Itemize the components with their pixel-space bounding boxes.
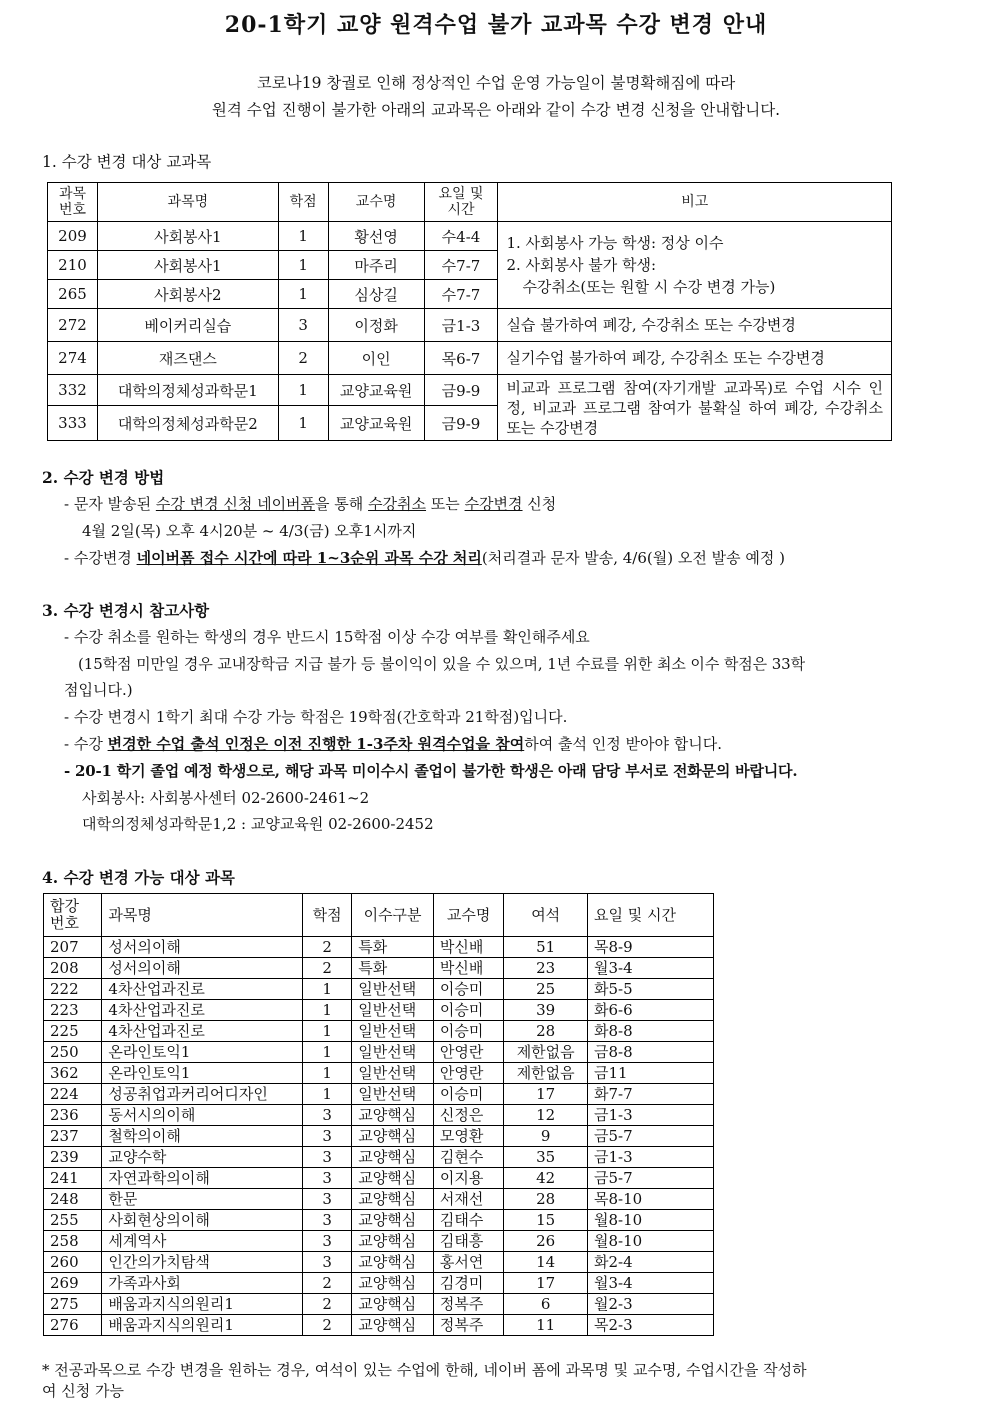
text: 또는 — [426, 495, 465, 513]
cell: 김현수 — [433, 1147, 504, 1168]
cell: 42 — [504, 1168, 588, 1189]
cell: 28 — [504, 1189, 588, 1210]
cell: 교양핵심 — [352, 1315, 434, 1336]
cell: 금1-3 — [587, 1147, 713, 1168]
text: 수강변경 — [464, 495, 523, 513]
cell: 세계역사 — [102, 1231, 302, 1252]
col-header-note: 비고 — [498, 183, 892, 222]
page-title: 20-1학기 교양 원격수업 불가 교과목 수강 변경 안내 — [224, 12, 768, 38]
cell: 274 — [48, 342, 98, 375]
cell: 교양수학 — [102, 1147, 302, 1168]
cell: 박신배 — [433, 937, 504, 958]
cell: 4차산업과진로 — [102, 1000, 302, 1021]
cell: 일반선택 — [352, 1063, 434, 1084]
note-bakery: 실습 불가하여 폐강, 수강취소 또는 수강변경 — [498, 309, 892, 342]
text: - 수강 — [64, 735, 108, 753]
cell: 3 — [302, 1189, 351, 1210]
footnote-line-1: * 전공과목으로 수강 변경을 원하는 경우, 여석이 있는 수업에 한해, 네이버 폼에 과목명 및 교수명, 수업시간을 작성하 — [42, 1361, 807, 1379]
cell: 신정은 — [433, 1105, 504, 1126]
contact-social-service: 사회봉사: 사회봉사센터 02-2600-2461~2 — [82, 789, 370, 807]
cell: 9 — [504, 1126, 588, 1147]
cell: 35 — [504, 1147, 588, 1168]
cell: 275 — [44, 1294, 102, 1315]
available-courses-table — [43, 893, 714, 1336]
col-header-name: 과목명 — [102, 894, 302, 937]
table-row — [48, 309, 892, 342]
cell: 이승미 — [433, 1021, 504, 1042]
cell: 수7-7 — [424, 280, 498, 309]
cell: 39 — [504, 1000, 588, 1021]
cell: 금8-8 — [587, 1042, 713, 1063]
cell: 11 — [504, 1315, 588, 1336]
note-line: 수강취소(또는 원할 시 수강 변경 가능) — [522, 278, 776, 296]
cell: 교양핵심 — [352, 1105, 434, 1126]
cell: 교양핵심 — [352, 1294, 434, 1315]
cell: 금9-9 — [424, 406, 498, 441]
cell: 4차산업과진로 — [102, 979, 302, 1000]
cell: 이지용 — [433, 1168, 504, 1189]
section-3-bullet-1-cont: (15학점 미만일 경우 교내장학금 지급 불가 등 불이익이 있을 수 있으며, 1년 수료를 위한 최소 이수 학점은 33학 — [78, 655, 805, 673]
cell: 12 — [504, 1105, 588, 1126]
text: (처리결과 문자 발송, 4/6(월) 오전 발송 예정 ) — [481, 549, 785, 567]
cell: 3 — [302, 1126, 351, 1147]
cell: 성서의이해 — [102, 937, 302, 958]
table-row — [44, 1084, 714, 1105]
cell: 15 — [504, 1210, 588, 1231]
cell: 특화 — [352, 937, 434, 958]
cell: 대학의정체성과학문2 — [97, 406, 278, 441]
cell: 월3-4 — [587, 958, 713, 979]
table-row — [44, 1231, 714, 1252]
cell: 홍서연 — [433, 1252, 504, 1273]
cell: 14 — [504, 1252, 588, 1273]
cell: 2 — [302, 937, 351, 958]
cell: 이인 — [328, 342, 424, 375]
note-line: 2. 사회봉사 불가 학생: — [506, 256, 657, 274]
cell: 안영란 — [433, 1063, 504, 1084]
cell: 목8-9 — [587, 937, 713, 958]
cell: 1 — [278, 222, 328, 251]
text: 수강 변경 신청 네이버폼 — [155, 495, 316, 513]
section-3-bullet-3 — [64, 733, 722, 754]
cell: 이승미 — [433, 1084, 504, 1105]
cell: 월8-10 — [587, 1231, 713, 1252]
table-row — [44, 1189, 714, 1210]
table-row — [44, 1000, 714, 1021]
cell: 269 — [44, 1273, 102, 1294]
cell: 333 — [48, 406, 98, 441]
cell: 교양핵심 — [352, 1273, 434, 1294]
cell: 1 — [302, 1000, 351, 1021]
cell: 1 — [278, 375, 328, 406]
cell: 화7-7 — [587, 1084, 713, 1105]
table-row — [44, 1021, 714, 1042]
col-header-professor: 교수명 — [328, 183, 424, 222]
cell: 재즈댄스 — [97, 342, 278, 375]
table-row — [44, 1063, 714, 1084]
cell: 화2-4 — [587, 1252, 713, 1273]
cell: 일반선택 — [352, 1021, 434, 1042]
cell: 화6-6 — [587, 1000, 713, 1021]
cell: 236 — [44, 1105, 102, 1126]
cell: 일반선택 — [352, 1000, 434, 1021]
cell: 월3-4 — [587, 1273, 713, 1294]
table-row — [48, 342, 892, 375]
col-header-time: 요일 및 시간 — [587, 894, 713, 937]
cell: 제한없음 — [504, 1042, 588, 1063]
cell: 224 — [44, 1084, 102, 1105]
text: 네이버폼 접수 시간에 따라 1~3순위 과목 수강 처리 — [136, 549, 482, 567]
cell: 3 — [278, 309, 328, 342]
col-header-name: 과목명 — [97, 183, 278, 222]
section-3-bullet-4: - 20-1 학기 졸업 예정 학생으로, 해당 과목 미이수시 졸업이 불가한 학생은 아래 담당 부서로 전화문의 바랍니다. — [64, 762, 798, 780]
cell: 교양핵심 — [352, 1168, 434, 1189]
cell: 이승미 — [433, 1000, 504, 1021]
cell: 3 — [302, 1105, 351, 1126]
cell: 223 — [44, 1000, 102, 1021]
cell: 온라인토익1 — [102, 1063, 302, 1084]
cell: 사회봉사1 — [97, 251, 278, 280]
table-row — [44, 1294, 714, 1315]
cell: 목6-7 — [424, 342, 498, 375]
cell: 정복주 — [433, 1294, 504, 1315]
col-header-seats: 여석 — [504, 894, 588, 937]
text: 신청 — [522, 495, 557, 513]
table-row — [44, 1147, 714, 1168]
cell: 2 — [302, 958, 351, 979]
cell: 208 — [44, 958, 102, 979]
cell: 255 — [44, 1210, 102, 1231]
cell: 사회봉사2 — [97, 280, 278, 309]
col-header-time: 요일 및 시간 — [424, 183, 498, 222]
cell: 210 — [48, 251, 98, 280]
cell: 교양핵심 — [352, 1210, 434, 1231]
cell: 특화 — [352, 958, 434, 979]
table-row — [48, 222, 892, 251]
note-jazz-dance: 실기수업 불가하여 폐강, 수강취소 또는 수강변경 — [498, 342, 892, 375]
footnote — [42, 1360, 952, 1402]
cell: 한문 — [102, 1189, 302, 1210]
cell: 3 — [302, 1168, 351, 1189]
footnote-line-2: 여 신청 가능 — [42, 1382, 124, 1400]
note-line: 1. 사회봉사 가능 학생: 정상 이수 — [506, 234, 724, 252]
cell: 일반선택 — [352, 1084, 434, 1105]
cell: 금9-9 — [424, 375, 498, 406]
cell: 가족과사회 — [102, 1273, 302, 1294]
table-row — [44, 1042, 714, 1063]
cell: 1 — [302, 1063, 351, 1084]
section-3-bullet-2: - 수강 변경시 1학기 최대 수강 가능 학점은 19학점(간호학과 21학점)입니다. — [64, 708, 568, 726]
section-4-heading: 4. 수강 변경 가능 대상 과목 — [42, 868, 235, 887]
cell: 목8-10 — [587, 1189, 713, 1210]
text: - 문자 발송된 — [64, 495, 156, 513]
cell: 배움과지식의원리1 — [102, 1294, 302, 1315]
cell: 6 — [504, 1294, 588, 1315]
cell: 2 — [302, 1294, 351, 1315]
cell: 일반선택 — [352, 1042, 434, 1063]
cell: 260 — [44, 1252, 102, 1273]
cell: 교양교육원 — [328, 375, 424, 406]
cell: 1 — [278, 251, 328, 280]
cell: 금5-7 — [587, 1168, 713, 1189]
target-courses-table — [47, 182, 892, 441]
table-row — [44, 1210, 714, 1231]
table-row — [44, 937, 714, 958]
cell: 제한없음 — [504, 1063, 588, 1084]
cell: 금1-3 — [424, 309, 498, 342]
contact-general-education: 대학의정체성과학문1,2 : 교양교육원 02-2600-2452 — [82, 815, 434, 833]
table-row — [44, 979, 714, 1000]
cell: 1 — [302, 1042, 351, 1063]
cell: 황선영 — [328, 222, 424, 251]
cell: 28 — [504, 1021, 588, 1042]
cell: 1 — [278, 406, 328, 441]
section-3-heading: 3. 수강 변경시 참고사항 — [42, 601, 210, 620]
cell: 207 — [44, 937, 102, 958]
cell: 교양핵심 — [352, 1231, 434, 1252]
cell: 3 — [302, 1252, 351, 1273]
cell: 베이커리실습 — [97, 309, 278, 342]
cell: 모영환 — [433, 1126, 504, 1147]
cell: 화5-5 — [587, 979, 713, 1000]
cell: 1 — [302, 1084, 351, 1105]
cell: 교양교육원 — [328, 406, 424, 441]
section-2-heading: 2. 수강 변경 방법 — [42, 468, 165, 487]
cell: 3 — [302, 1147, 351, 1168]
cell: 사회봉사1 — [97, 222, 278, 251]
cell: 332 — [48, 375, 98, 406]
cell: 자연과학의이해 — [102, 1168, 302, 1189]
section-2-bullet-1 — [64, 493, 556, 514]
intro-line-2: 원격 수업 진행이 불가한 아래의 교과목은 아래와 같이 수강 변경 신청을 안내합니다. — [211, 101, 781, 119]
text: 을 통해 — [315, 495, 369, 513]
note-identity: 비교과 프로그램 참여(자기개발 교과목)로 수업 시수 인정, 비교과 프로그램 참여가 불확실 하여 폐강, 수강취소 또는 수강변경 — [498, 375, 892, 441]
cell: 철학의이해 — [102, 1126, 302, 1147]
table-row — [48, 375, 892, 406]
cell: 일반선택 — [352, 979, 434, 1000]
section-3-bullet-1: - 수강 취소를 원하는 학생의 경우 반드시 15학점 이상 수강 여부를 확인해주세요 — [64, 628, 590, 646]
cell: 237 — [44, 1126, 102, 1147]
section-2-period: 4월 2일(목) 오후 4시20분 ~ 4/3(금) 오후1시까지 — [82, 522, 417, 540]
cell: 3 — [302, 1210, 351, 1231]
intro-line-1: 코로나19 창궐로 인해 정상적인 수업 운영 가능일이 불명확해짐에 따라 — [256, 74, 736, 92]
cell: 이정화 — [328, 309, 424, 342]
cell: 금11 — [587, 1063, 713, 1084]
cell: 김경미 — [433, 1273, 504, 1294]
cell: 225 — [44, 1021, 102, 1042]
cell: 1 — [302, 979, 351, 1000]
cell: 온라인토익1 — [102, 1042, 302, 1063]
text: 수강취소 — [368, 495, 427, 513]
cell: 화8-8 — [587, 1021, 713, 1042]
table-row — [44, 1105, 714, 1126]
cell: 272 — [48, 309, 98, 342]
cell: 김태수 — [433, 1210, 504, 1231]
col-header-category: 이수구분 — [352, 894, 434, 937]
cell: 월8-10 — [587, 1210, 713, 1231]
cell: 258 — [44, 1231, 102, 1252]
cell: 대학의정체성과학문1 — [97, 375, 278, 406]
col-header-credit: 학점 — [278, 183, 328, 222]
cell: 250 — [44, 1042, 102, 1063]
cell: 성서의이해 — [102, 958, 302, 979]
table-row — [44, 1315, 714, 1336]
cell: 교양핵심 — [352, 1147, 434, 1168]
cell: 265 — [48, 280, 98, 309]
cell: 수7-7 — [424, 251, 498, 280]
cell: 1 — [302, 1021, 351, 1042]
cell: 2 — [302, 1273, 351, 1294]
intro-text — [0, 70, 992, 124]
cell: 마주리 — [328, 251, 424, 280]
cell: 25 — [504, 979, 588, 1000]
col-header-credit: 학점 — [302, 894, 351, 937]
text: 하여 출석 인정 받아야 합니다. — [524, 735, 722, 753]
table-row — [44, 1126, 714, 1147]
cell: 배움과지식의원리1 — [102, 1315, 302, 1336]
col-header-professor: 교수명 — [433, 894, 504, 937]
cell: 금5-7 — [587, 1126, 713, 1147]
cell: 수4-4 — [424, 222, 498, 251]
table-header-row — [48, 183, 892, 222]
cell: 2 — [302, 1315, 351, 1336]
cell: 17 — [504, 1273, 588, 1294]
cell: 3 — [302, 1231, 351, 1252]
cell: 1 — [278, 280, 328, 309]
cell: 김태흥 — [433, 1231, 504, 1252]
cell: 동서시의이해 — [102, 1105, 302, 1126]
cell: 51 — [504, 937, 588, 958]
cell: 서재선 — [433, 1189, 504, 1210]
cell: 2 — [278, 342, 328, 375]
section-1-heading: 1. 수강 변경 대상 교과목 — [42, 153, 212, 171]
cell: 심상길 — [328, 280, 424, 309]
cell: 이승미 — [433, 979, 504, 1000]
text: 변경한 수업 출석 인정은 이전 진행한 1-3주차 원격수업을 참여 — [107, 735, 525, 753]
cell: 안영란 — [433, 1042, 504, 1063]
cell: 교양핵심 — [352, 1126, 434, 1147]
cell: 목2-3 — [587, 1315, 713, 1336]
cell: 교양핵심 — [352, 1189, 434, 1210]
cell: 362 — [44, 1063, 102, 1084]
cell: 26 — [504, 1231, 588, 1252]
col-header-no: 합강 번호 — [44, 894, 102, 937]
cell: 교양핵심 — [352, 1252, 434, 1273]
note-social-service — [498, 222, 892, 309]
cell: 23 — [504, 958, 588, 979]
table-row — [44, 1168, 714, 1189]
table-row — [44, 1273, 714, 1294]
table-header-row — [44, 894, 714, 937]
section-3-bullet-1-cont2: 점입니다.) — [64, 681, 133, 699]
cell: 사회현상의이해 — [102, 1210, 302, 1231]
cell: 인간의가치탐색 — [102, 1252, 302, 1273]
cell: 241 — [44, 1168, 102, 1189]
col-header-no: 과목 번호 — [48, 183, 98, 222]
cell: 209 — [48, 222, 98, 251]
cell: 276 — [44, 1315, 102, 1336]
cell: 4차산업과진로 — [102, 1021, 302, 1042]
text: - 수강변경 — [64, 549, 137, 567]
cell: 박신배 — [433, 958, 504, 979]
cell: 222 — [44, 979, 102, 1000]
table-row — [44, 1252, 714, 1273]
cell: 248 — [44, 1189, 102, 1210]
table-row — [44, 958, 714, 979]
cell: 성공취업과커리어디자인 — [102, 1084, 302, 1105]
cell: 금1-3 — [587, 1105, 713, 1126]
cell: 정복주 — [433, 1315, 504, 1336]
cell: 239 — [44, 1147, 102, 1168]
cell: 월2-3 — [587, 1294, 713, 1315]
cell: 17 — [504, 1084, 588, 1105]
section-2-bullet-2 — [64, 547, 785, 568]
